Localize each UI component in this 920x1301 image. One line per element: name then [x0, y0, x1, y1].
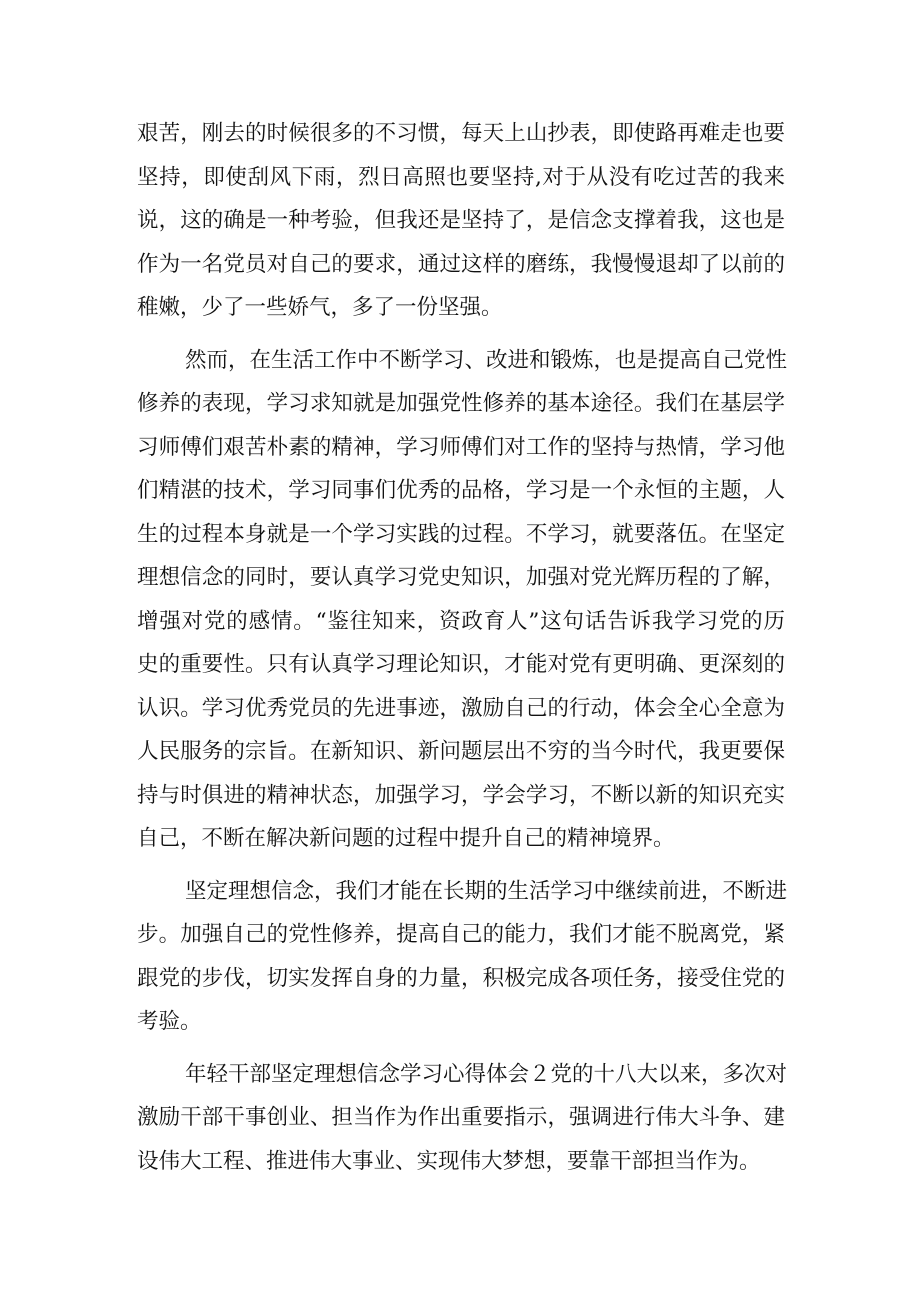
text-line: 理想信念的同时，要认真学习党史知识，加强对党光辉历程的了解， — [137, 565, 785, 590]
text-line: 认识。学习优秀党员的先进事迹，激励自己的行动，体会全心全意为 — [137, 695, 785, 721]
text-line: 然而，在生活工作中不断学习、改进和锻炼，也是提高自己党性 — [185, 347, 788, 373]
text-line: 步。加强自己的党性修养，提高自己的能力，我们才能不脱离党，紧 — [137, 922, 785, 947]
text-line: 年轻干部坚定理想信念学习心得体会２党的十八大以来，多次对 — [185, 1061, 788, 1087]
text-line: 考验。 — [137, 1009, 202, 1034]
paragraph — [137, 339, 788, 861]
text-line: 增强对党的感情。“鉴往知来，资政育人”这句话告诉我学习党的历 — [137, 608, 785, 634]
text-line: 坚定理想信念，我们才能在长期的生活学习中继续前进，不断进 — [185, 878, 788, 904]
paragraph — [137, 1053, 788, 1184]
text-line: 生的过程本身就是一个学习实践的过程。不学习，就要落伍。在坚定 — [137, 521, 785, 547]
text-line: 史的重要性。只有认真学习理论知识，才能对党有更明确、更深刻的 — [137, 652, 785, 677]
paragraph — [137, 112, 785, 330]
document-page — [137, 112, 788, 1183]
text-line: 坚持，即使刮风下雨，烈日高照也要坚持,对于从没有吃过苦的我来 — [137, 164, 785, 190]
text-line: 跟党的步伐，切实发挥自身的力量，积极完成各项任务，接受住党的 — [137, 965, 785, 991]
text-line: 稚嫩，少了一些娇气，多了一份坚强。 — [137, 295, 503, 320]
text-line: 自己，不断在解决新问题的过程中提升自己的精神境界。 — [137, 826, 675, 851]
text-line: 作为一名党员对自己的要求，通过这样的磨练，我慢慢退却了以前的 — [137, 251, 785, 277]
text-line: 人民服务的宗旨。在新知识、新问题层出不穷的当今时代，我更要保 — [137, 739, 785, 764]
text-line: 设伟大工程、推进伟大事业、实现伟大梦想，要靠干部担当作为。 — [137, 1148, 761, 1174]
text-line: 修养的表现，学习求知就是加强党性修养的基本途径。我们在基层学 — [137, 391, 785, 416]
text-line: 习师傅们艰苦朴素的精神，学习师傅们对工作的坚持与热情，学习他 — [137, 434, 785, 460]
text-line: 们精湛的技术，学习同事们优秀的品格，学习是一个永恒的主题，人 — [137, 478, 785, 503]
paragraph — [137, 870, 788, 1044]
text-line: 持与时俱进的精神状态，加强学习，学会学习，不断以新的知识充实 — [137, 782, 785, 808]
text-line: 说，这的确是一种考验，但我还是坚持了，是信念支撑着我，这也是 — [137, 208, 785, 233]
text-line: 艰苦，刚去的时候很多的不习惯，每天上山抄表，即使路再难走也要 — [137, 121, 785, 146]
text-line: 激励干部干事创业、担当作为作出重要指示，强调进行伟大斗争、建 — [137, 1105, 785, 1130]
